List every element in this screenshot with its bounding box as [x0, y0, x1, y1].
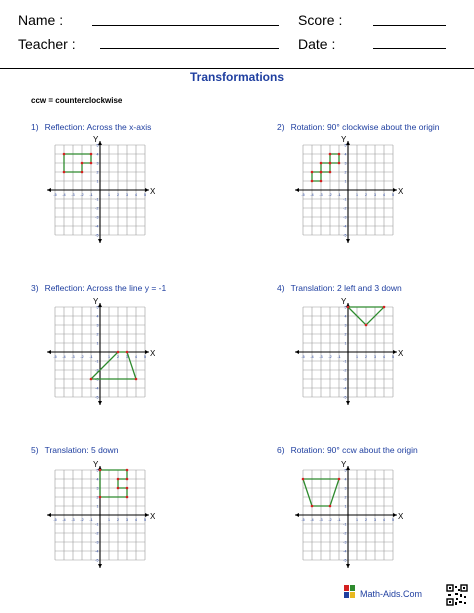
y-tick-label: -5 [95, 558, 99, 563]
x-axis-arrow [47, 350, 51, 354]
x-tick-label: -1 [89, 355, 93, 359]
y-tick-label: 4 [344, 477, 347, 482]
math-aids-logo-icon [343, 584, 357, 600]
x-tick-label: -1 [337, 193, 341, 197]
x-axis-arrow [393, 188, 397, 192]
y-axis-arrow [344, 466, 350, 473]
x-tick-label: 4 [135, 518, 137, 522]
problem-number: 6) [277, 445, 285, 455]
x-tick-label: 5 [144, 518, 146, 522]
x-tick-label: -5 [301, 355, 305, 359]
vertex-point [311, 505, 314, 508]
x-tick-label: 5 [392, 355, 394, 359]
problem-number: 3) [31, 283, 39, 293]
y-tick-label: 1 [344, 504, 347, 509]
y-tick-label: -1 [95, 359, 99, 364]
problem-text: Reflection: Across the line y = -1 [44, 283, 167, 293]
header-divider [0, 68, 474, 69]
y-axis-arrow [346, 401, 350, 405]
x-tick-label: -1 [337, 355, 341, 359]
x-tick-label: 4 [383, 518, 385, 522]
x-tick-label: -5 [53, 355, 57, 359]
y-tick-label: 4 [96, 314, 99, 319]
y-tick-label: -2 [95, 531, 99, 536]
vertex-point [63, 171, 66, 174]
y-tick-label: 3 [344, 486, 347, 491]
x-tick-label: -2 [328, 518, 332, 522]
x-tick-label: 4 [383, 193, 385, 197]
vertex-point [344, 305, 350, 310]
figure-shape [312, 154, 339, 181]
x-axis-arrow [393, 513, 397, 517]
x-tick-label: 1 [356, 518, 358, 522]
y-axis-arrow [346, 564, 350, 568]
y-tick-label: 1 [96, 341, 99, 346]
problem-number: 2) [277, 122, 285, 132]
x-tick-label: 4 [135, 355, 137, 359]
x-tick-label: -5 [301, 193, 305, 197]
x-axis-arrow [47, 513, 51, 517]
y-axis-arrow [346, 239, 350, 243]
problem-text: Rotation: 90° ccw about the origin [290, 445, 418, 455]
y-tick-label: 3 [344, 323, 347, 328]
y-axis-label: Y [341, 460, 347, 469]
vertex-point [135, 378, 138, 381]
vertex-point [96, 495, 102, 500]
y-axis-arrow [98, 239, 102, 243]
x-tick-label: 1 [356, 355, 358, 359]
y-axis-arrow [96, 303, 102, 310]
x-tick-label: -3 [71, 193, 75, 197]
x-tick-label: 5 [144, 193, 146, 197]
date-label: Date : [298, 36, 336, 52]
y-axis-label: Y [93, 135, 99, 144]
x-axis-arrow [295, 188, 299, 192]
y-tick-label: -3 [343, 215, 347, 220]
problem-5-label [31, 445, 118, 455]
x-axis-label: X [150, 512, 155, 521]
vertex-point [81, 171, 84, 174]
x-axis-arrow [145, 513, 149, 517]
x-axis-label: X [398, 187, 403, 196]
y-tick-label: -1 [95, 522, 99, 527]
y-tick-label: -4 [343, 386, 347, 391]
y-tick-label: 4 [96, 477, 99, 482]
vertex-point [63, 153, 66, 156]
y-axis-arrow [98, 564, 102, 568]
y-tick-label: 5 [96, 305, 99, 310]
problem-text: Translation: 2 left and 3 down [290, 283, 402, 293]
vertex-point [117, 478, 120, 481]
figure-shape [91, 352, 136, 382]
y-tick-label: 5 [344, 305, 347, 310]
x-tick-label: 5 [144, 355, 146, 359]
x-tick-label: -5 [53, 193, 57, 197]
x-tick-label: -5 [301, 518, 305, 522]
teacher-field[interactable] [100, 48, 279, 49]
x-tick-label: -1 [337, 518, 341, 522]
x-axis-arrow [295, 350, 299, 354]
x-tick-label: 5 [392, 193, 394, 197]
x-tick-label: -2 [328, 355, 332, 359]
name-label: Name : [18, 12, 64, 28]
x-tick-label: 1 [108, 518, 110, 522]
y-axis-arrow [96, 141, 102, 148]
x-axis-label: X [150, 349, 155, 358]
y-axis-label: Y [341, 135, 347, 144]
x-axis-label: X [398, 512, 403, 521]
y-tick-label: 1 [96, 504, 99, 509]
footer-brand: Math-Aids.Com [360, 589, 423, 599]
y-axis-arrow [98, 401, 102, 405]
problem-number: 4) [277, 283, 285, 293]
grid-3 [45, 297, 155, 407]
y-axis-arrow [344, 141, 350, 148]
y-tick-label: -1 [343, 197, 347, 202]
vertex-point [117, 351, 120, 354]
problem-4-label [277, 283, 402, 293]
x-tick-label: -4 [310, 518, 314, 522]
vertex-point [338, 478, 341, 481]
x-tick-label: 3 [126, 355, 128, 359]
vertex-point [311, 171, 314, 174]
coordinate-grid [45, 297, 155, 407]
vertex-point [329, 171, 332, 174]
x-tick-label: 1 [108, 193, 110, 197]
y-tick-label: -3 [343, 377, 347, 382]
grid-1 [45, 135, 155, 245]
y-tick-label: 3 [96, 161, 99, 166]
y-tick-label: -5 [343, 395, 347, 400]
vertex-point [90, 162, 93, 165]
y-tick-label: 2 [96, 495, 99, 500]
y-tick-label: 3 [344, 161, 347, 166]
y-tick-label: 4 [96, 152, 99, 157]
x-tick-label: -2 [80, 193, 84, 197]
y-tick-label: 1 [96, 179, 99, 184]
problem-6-label [277, 445, 418, 455]
x-tick-label: -5 [53, 518, 57, 522]
vertex-point [329, 153, 332, 156]
vertex-point [126, 469, 129, 472]
x-axis-arrow [145, 350, 149, 354]
x-tick-label: 1 [108, 355, 110, 359]
vertex-point [320, 162, 323, 165]
problem-text: Reflection: Across the x-axis [44, 122, 152, 132]
vertex-point [126, 478, 129, 481]
grid-4 [293, 297, 403, 407]
x-tick-label: -2 [80, 518, 84, 522]
problem-3-label [31, 283, 166, 293]
x-tick-label: 4 [383, 355, 385, 359]
y-axis-label: Y [341, 297, 347, 306]
y-tick-label: -2 [343, 206, 347, 211]
coordinate-grid [45, 460, 155, 570]
y-tick-label: -1 [343, 359, 347, 364]
y-tick-label: 2 [96, 170, 99, 175]
x-tick-label: 4 [135, 193, 137, 197]
qr-code-icon [446, 584, 468, 606]
x-tick-label: 3 [126, 518, 128, 522]
vertex-point [126, 351, 129, 354]
y-axis-label: Y [93, 460, 99, 469]
grid-6 [293, 460, 403, 570]
y-tick-label: 5 [96, 468, 99, 473]
x-axis-arrow [47, 188, 51, 192]
y-tick-label: 2 [344, 332, 347, 337]
figure-shape [100, 470, 127, 497]
score-label: Score : [298, 12, 343, 28]
vertex-point [311, 180, 314, 183]
y-tick-label: -2 [343, 531, 347, 536]
vertex-point [96, 468, 102, 473]
y-tick-label: 5 [344, 468, 347, 473]
y-tick-label: 1 [344, 179, 347, 184]
x-tick-label: -4 [310, 355, 314, 359]
score-field[interactable] [373, 25, 446, 26]
vertex-point [126, 496, 129, 499]
y-axis-label: Y [93, 297, 99, 306]
y-tick-label: -5 [95, 395, 99, 400]
vertex-point [338, 162, 341, 165]
y-tick-label: 4 [344, 314, 347, 319]
x-tick-label: 2 [117, 518, 119, 522]
y-tick-label: -3 [95, 215, 99, 220]
page-title: Transformations [189, 70, 285, 84]
coordinate-grid [293, 460, 403, 570]
x-axis-arrow [393, 350, 397, 354]
x-tick-label: 2 [117, 355, 119, 359]
x-tick-label: 3 [374, 193, 376, 197]
y-tick-label: -2 [95, 206, 99, 211]
problem-number: 1) [31, 122, 39, 132]
x-tick-label: -2 [328, 193, 332, 197]
grid-5 [45, 460, 155, 570]
y-tick-label: -4 [95, 386, 99, 391]
problem-1-label [31, 122, 151, 132]
x-tick-label: 2 [365, 518, 367, 522]
x-tick-label: 3 [126, 193, 128, 197]
vertex-point [90, 378, 93, 381]
x-tick-label: -4 [62, 518, 66, 522]
x-axis-label: X [150, 187, 155, 196]
x-tick-label: 2 [365, 193, 367, 197]
y-tick-label: 1 [344, 341, 347, 346]
x-tick-label: -3 [319, 193, 323, 197]
vertex-point [126, 487, 129, 490]
y-tick-label: 5 [96, 143, 99, 148]
vertex-point [338, 153, 341, 156]
y-tick-label: -4 [343, 224, 347, 229]
y-tick-label: 5 [344, 143, 347, 148]
y-tick-label: -3 [95, 377, 99, 382]
x-axis-arrow [145, 188, 149, 192]
x-tick-label: -4 [62, 193, 66, 197]
x-tick-label: -2 [80, 355, 84, 359]
teacher-label: Teacher : [18, 36, 76, 52]
date-field[interactable] [373, 48, 446, 49]
y-tick-label: -1 [95, 197, 99, 202]
coordinate-grid [293, 135, 403, 245]
x-tick-label: 3 [374, 355, 376, 359]
vertex-point [117, 487, 120, 490]
y-tick-label: -3 [343, 540, 347, 545]
y-tick-label: 2 [344, 170, 347, 175]
vertex-point [329, 505, 332, 508]
vertex-point [302, 478, 305, 481]
y-tick-label: 2 [96, 332, 99, 337]
grid-2 [293, 135, 403, 245]
x-tick-label: 3 [374, 518, 376, 522]
vertex-point [320, 171, 323, 174]
x-tick-label: -3 [71, 518, 75, 522]
x-tick-label: 1 [356, 193, 358, 197]
coordinate-grid [45, 135, 155, 245]
problem-2-label [277, 122, 440, 132]
x-tick-label: 5 [392, 518, 394, 522]
x-tick-label: -3 [319, 518, 323, 522]
y-tick-label: -5 [343, 233, 347, 238]
x-tick-label: -3 [71, 355, 75, 359]
name-field[interactable] [92, 25, 279, 26]
vertex-point [81, 162, 84, 165]
x-tick-label: -4 [310, 193, 314, 197]
x-tick-label: 2 [117, 193, 119, 197]
x-tick-label: -1 [89, 518, 93, 522]
y-tick-label: -5 [343, 558, 347, 563]
ccw-note: ccw = counterclockwise [31, 96, 123, 105]
problem-number: 5) [31, 445, 39, 455]
y-tick-label: -3 [95, 540, 99, 545]
vertex-point [383, 306, 386, 309]
vertex-point [90, 153, 93, 156]
x-axis-arrow [295, 513, 299, 517]
y-tick-label: -4 [95, 224, 99, 229]
y-tick-label: 4 [344, 152, 347, 157]
x-tick-label: 2 [365, 355, 367, 359]
problem-text: Rotation: 90° clockwise about the origin [290, 122, 440, 132]
vertex-point [329, 162, 332, 165]
y-tick-label: -4 [343, 549, 347, 554]
x-tick-label: -4 [62, 355, 66, 359]
y-tick-label: 3 [96, 486, 99, 491]
coordinate-grid [293, 297, 403, 407]
y-tick-label: -2 [95, 368, 99, 373]
problem-text: Translation: 5 down [44, 445, 119, 455]
y-tick-label: -1 [343, 522, 347, 527]
vertex-point [320, 180, 323, 183]
vertex-point [365, 324, 368, 327]
y-tick-label: -2 [343, 368, 347, 373]
y-tick-label: 2 [344, 495, 347, 500]
x-tick-label: -1 [89, 193, 93, 197]
x-axis-label: X [398, 349, 403, 358]
y-tick-label: -5 [95, 233, 99, 238]
y-tick-label: 3 [96, 323, 99, 328]
y-tick-label: -4 [95, 549, 99, 554]
x-tick-label: -3 [319, 355, 323, 359]
